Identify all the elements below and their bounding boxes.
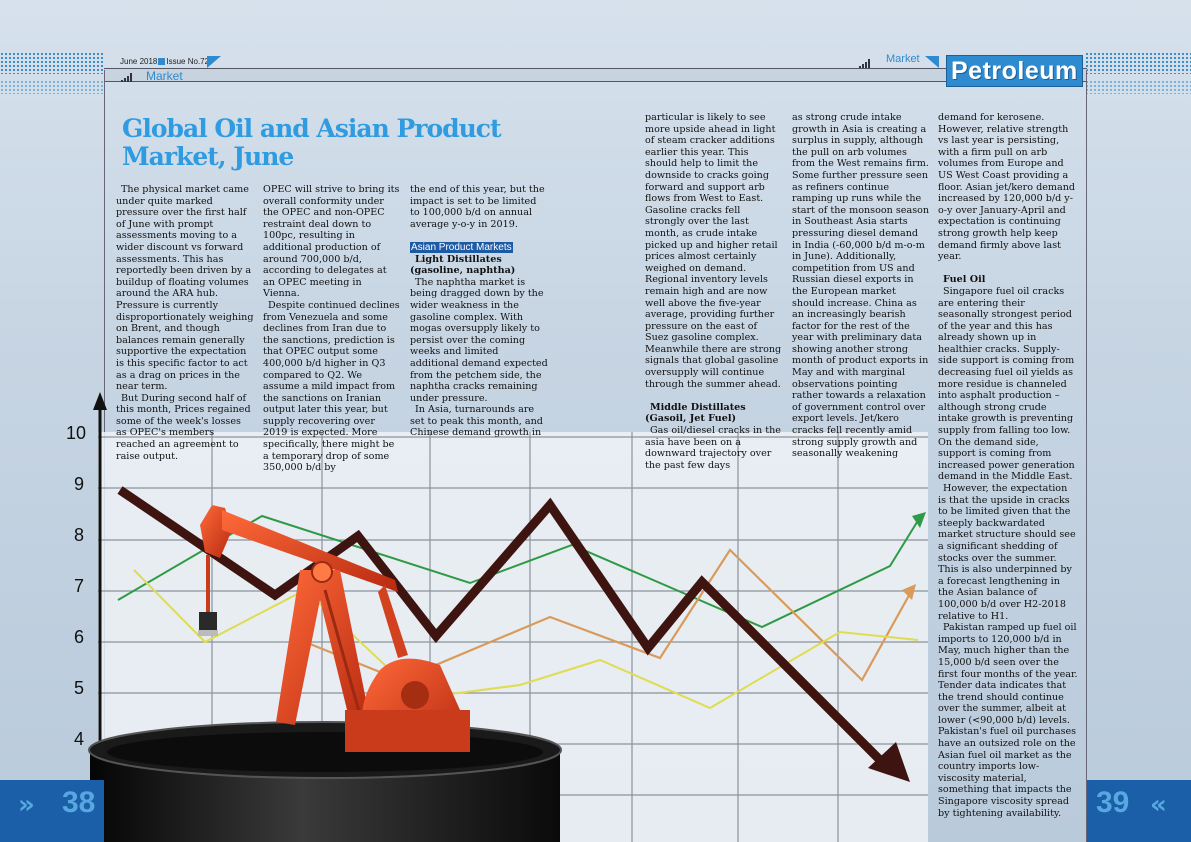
paragraph: demand for kerosene. However, relative strength vs last year is persisting, with a firm pull on arb volumes from Europe and US West Coast providing a floor. Asian jet/kero demand increased by 120,000 b/d y-o-y over January-April and expectation is continuing strong growth help keep demand firmly above last year. [938,112,1076,263]
header-dot-strip-left [0,52,105,74]
header-rule [104,68,1087,82]
issue-number: Issue No.72 [166,57,210,66]
paragraph: In Asia, turnarounds are set to peak this month, and Chinese demand growth in [410,404,543,439]
section-highlight-asian-product-markets: Asian Product Markets [411,241,512,253]
article-column-2 [263,184,401,474]
paragraph: But During second half of this month, Prices regained some of the week's losses as OPEC's members reached an agreement to raise output. [116,392,251,462]
petroleum-logo: Petroleum [946,55,1083,87]
page-number-left: 38 [62,786,96,819]
issue-date: June 2018 [120,57,158,66]
paragraph: Despite continued declines from Venezuela and some declines from Iran due to the sanctions, prediction is that OPEC output some 400,000 b/d higher in Q3 compared to Q2. We assume a mild impact from the sanctions on Iranian output later this year, but supply recovering over 2019 is expected. More specifically, there might be a temporary drop of some 350,000 b/d by [263,299,400,474]
header-dot-strip-right [1085,52,1191,74]
article-column-1 [116,184,254,462]
paragraph: the end of this year, but the impact is set to be limited to 100,000 b/d on annual average y-o-y in 2019. [410,184,545,230]
subheading-fuel-oil: Fuel Oil [943,274,986,286]
page-number-right: 39 [1096,786,1130,819]
y-tick-label: 9 [74,474,85,494]
section-label-left: Market [146,69,183,83]
header-dot-strip-right-2 [1085,80,1191,94]
subheading-middle-distillates: Middle Distillates (Gasoil, Jet Fuel) [645,401,746,425]
y-tick-label: 10 [66,423,87,443]
paragraph: as strong crude intake growth in Asia is creating a surplus in supply, although the pull on arb volumes from the West remains firm. Some further pressure seen as refiners continue ramping up runs while the start of the monsoon season in Southeast Asia starts pressuring diesel demand in India (-60,000 b/d m-o-m in June). Additionally, competition from US and Russian diesel exports in the European market should increase. China as an increasingly bearish factor for the rest of the year with preliminary data showing another strong month of product exports in May and with marginal observations pointing rather towards a relaxation of government control over export levels. Jet/kero cracks fell recently amid strong supply growth and seasonally weakening [792,112,930,460]
paragraph: particular is likely to see more upside ahead in light of steam cracker additions earlier this year. This should help to limit the downside to cracks going forward and support arb flows from West to East. Gasoline cracks fell strongly over the last month, as crude intake picked up and higher retail prices almost certainly weighed on demand. Regional inventory levels remain high and are now well above the five-year average, providing further pressure on the east of Suez gasoline complex. Meanwhile there are strong signals that global gasoline oversupply will continue through the summer ahead. [645,112,782,390]
header-dot-strip-left-2 [0,80,105,94]
subheading-light-distillates: Light Distillates (gasoline, naphtha) [410,253,516,277]
section-label-right: Market [886,53,920,65]
signal-bars-icon [121,72,132,82]
y-axis-arrow-icon [93,392,107,410]
paragraph: Pakistan ramped up fuel oil imports to 120,000 b/d in May, much higher than the 15,000 b/d seen over the first four months of the year. Tender data indicates that the trend should continue over the summer, albeit at lower (<90,000 b/d) levels. Pakistan's fuel oil purchases have an outsized role on the Asian fuel oil market as the country imports low-viscosity material, something that impacts the Singapore viscosity spread by tightening availability. [938,622,1078,819]
y-tick-label: 4 [74,729,85,749]
paragraph: The naphtha market is being dragged down by the wider weakness in the gasoline complex. With mogas oversupply likely to persist over the coming weeks and limited additional demand expected from the petchem side, the naphtha cracks remaining under pressure. [410,276,548,404]
double-chevron-left-icon: « [1150,790,1167,820]
right-margin-rule [1086,70,1087,842]
article-column-5 [792,112,930,460]
paragraph: The physical market came under quite marked pressure over the first half of June with prompt assessments moving to a wider discount vs forward assessments. This has reportedly been driven by a buildup of floating volumes around the ARA hub. Pressure is currently disproportionately weighing on Brent, and though balances remain generally supportive the expectation is this specific factor to act as a drag on prices in the near term. [116,184,254,393]
triangle-icon-right [925,56,939,68]
y-tick-label: 8 [74,525,85,545]
article-column-6 [938,112,1078,819]
triangle-icon-left [207,56,221,68]
paragraph: Gas oil/diesel cracks in the asia have been on a downward trajectory over the past few days [645,425,781,471]
paragraph: However, the expectation is that the upside in cracks to be limited given that the steeply backwardated market structure should see a significant shedding of stocks over the summer. This is also underpinned by a forecast lengthening in the Asian balance of 100,000 b/d over H2-2018 relative to H1. [938,483,1076,622]
paragraph: OPEC will strive to bring its overall conformity under the OPEC and non-OPEC restraint deal down to 100pc, resulting in additional production of around 700,000 b/d, according to delegates at an OPEC meeting in Vienna. [263,184,400,300]
y-tick-label: 5 [74,678,85,698]
article-column-3 [410,184,548,439]
issue-separator-icon [158,58,165,65]
article-title: Global Oil and Asian Product Market, June [122,114,501,171]
article-column-4 [645,112,783,471]
paragraph: Singapore fuel oil cracks are entering their seasonally strongest period of the year and this has already shown up in healthier cracks. Supply-side support is coming from decreasing fuel oil yields as more residue is channeled into asphalt production – although strong crude intake growth is preventing supply from falling too low. On the demand side, support is coming from increased power generation demand in the Middle East. [938,285,1075,483]
issue-info [120,57,209,66]
double-chevron-right-icon: » [18,790,35,820]
signal-bars-icon-right [859,58,870,68]
y-tick-label: 6 [74,627,85,647]
y-tick-label: 7 [74,576,85,596]
